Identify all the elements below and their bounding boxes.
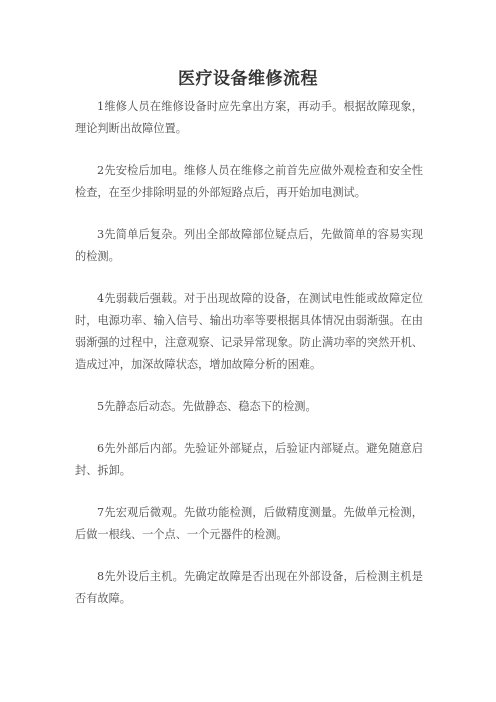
document-title: 医疗设备维修流程 <box>178 69 318 89</box>
paragraph-7: 7先宏观后微观。先做功能检测，后做精度测量。先做单元检测，后做一根线、一个点、一个元器件的检测。 <box>75 506 423 541</box>
paragraph-3: 3先简单后复杂。列出全部故障部位疑点后，先做简单的容易实现的检测。 <box>75 228 423 263</box>
document-body <box>75 96 423 630</box>
paragraph-2: 2先安检后加电。维修人员在维修之前首先应做外观检查和安全性检查，在至少排除明显的外部短路点后，再开始加电测试。 <box>75 164 423 199</box>
paragraph-4: 4先弱载后强载。对于出现故障的设备，在测试电性能或故障定位时，电源功率、输入信号、输出功率等要根据具体情况由弱渐强。在由弱渐强的过程中，注意观察、记录异常现象。防止满功率的突然开机、造成过冲，加深故障状态，增加故障分析的困难。 <box>75 292 423 371</box>
paragraph-1: 1维修人员在维修设备时应先拿出方案，再动手。根据故障现象，理论判断出故障位置。 <box>75 100 423 135</box>
paragraph-6: 6先外部后内部。先验证外部疑点，后验证内部疑点。避免随意启封、拆卸。 <box>75 442 423 477</box>
paragraph-5: 5先静态后动态。先做静态、稳态下的检测。 <box>97 400 317 413</box>
paragraph-8: 8先外设后主机。先确定故障是否出现在外部设备，后检测主机是否有故障。 <box>75 570 423 605</box>
